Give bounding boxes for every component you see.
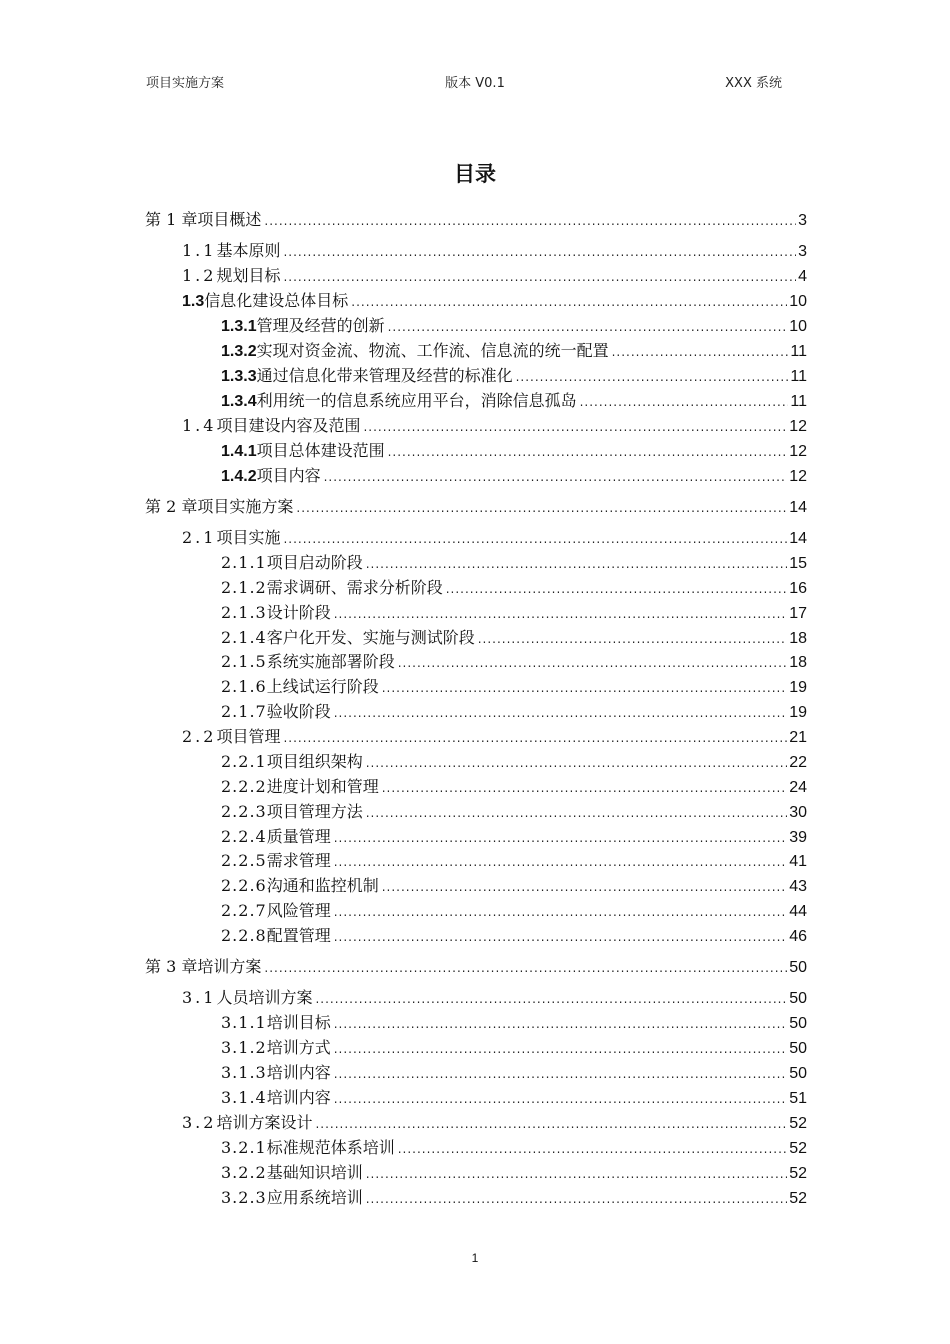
toc-leader-dots: [580, 392, 789, 412]
toc-leader-dots: [283, 267, 796, 287]
toc-entry-number: 3.2.3: [221, 1188, 267, 1207]
toc-entry-number: 第 1 章: [145, 210, 198, 229]
toc-entry-number: 3.1.2: [221, 1038, 267, 1057]
toc-entry-title: 通过信息化带来管理及经营的标准化: [256, 366, 513, 385]
toc-leader-dots: [334, 852, 787, 872]
toc-leader-dots: [334, 902, 787, 922]
toc-leader-dots: [334, 1014, 787, 1034]
toc-entry[interactable]: [221, 802, 807, 823]
toc-entry-page: 50: [789, 959, 807, 976]
toc-entry-page: 51: [789, 1090, 807, 1107]
toc-entry-number: 1.4.1: [221, 443, 257, 460]
toc-entry-page: 19: [789, 704, 807, 721]
toc-entry-number: 3.2: [182, 1113, 217, 1132]
toc-entry-title: 标准规范体系培训: [266, 1138, 395, 1157]
toc-entry[interactable]: [182, 291, 807, 312]
toc-entry[interactable]: [182, 1113, 807, 1134]
toc-leader-dots: [264, 211, 796, 231]
toc-entry-title: 项目管理: [216, 727, 281, 746]
toc-leader-dots: [315, 1114, 787, 1134]
header-version: 版本 V0.1: [445, 76, 505, 91]
toc-entry-page: 12: [789, 443, 807, 460]
toc-entry-title: 利用统一的信息系统应用平台，消除信息孤岛: [256, 391, 577, 410]
toc-entry-number: 2.2.8: [221, 926, 267, 945]
toc-entry-page: 43: [789, 878, 807, 895]
toc-entry[interactable]: [221, 578, 807, 599]
toc-leader-dots: [334, 1039, 787, 1059]
toc-entry-title: 项目建设内容及范围: [216, 416, 361, 435]
toc-entry-page: 11: [790, 393, 807, 410]
toc-entry-number: 1.2: [182, 266, 217, 285]
toc-entry-number: 1.3.2: [221, 343, 257, 360]
toc-leader-dots: [398, 1139, 787, 1159]
toc-entry-number: 3.1.4: [221, 1088, 267, 1107]
toc-entry-page: 52: [789, 1115, 807, 1132]
toc-entry-page: 18: [789, 630, 807, 647]
toc-entry-title: 系统实施部署阶段: [266, 652, 395, 671]
toc-leader-dots: [382, 877, 787, 897]
toc-entry-page: 14: [789, 530, 807, 547]
toc-entry-page: 12: [789, 468, 807, 485]
toc-entry-number: 3.1.1: [221, 1013, 267, 1032]
toc-entry-title: 项目实施: [216, 528, 281, 547]
toc-entry[interactable]: [221, 851, 807, 872]
toc-entry[interactable]: [182, 528, 807, 549]
toc-entry[interactable]: [221, 341, 807, 362]
toc-entry-title: 需求管理: [266, 851, 331, 870]
toc-entry[interactable]: [221, 876, 807, 897]
toc-entry-number: 2.1: [182, 528, 217, 547]
toc-entry-title: 培训目标: [266, 1013, 331, 1032]
toc-entry-page: 3: [798, 243, 807, 260]
toc-entry-title: 沟通和监控机制: [266, 876, 379, 895]
toc-entry-page: 21: [789, 729, 807, 746]
toc-leader-dots: [478, 629, 787, 649]
toc-entry-page: 22: [789, 754, 807, 771]
toc-entry-number: 2.2.7: [221, 901, 267, 920]
toc-entry-number: 1.3.1: [221, 318, 257, 335]
toc-entry-title: 培训方式: [266, 1038, 331, 1057]
toc-entry-title: 培训内容: [266, 1063, 331, 1082]
toc-entry-number: 2.2.1: [221, 752, 267, 771]
toc-entry-number: 2.2.2: [221, 777, 267, 796]
toc-entry-title: 人员培训方案: [216, 988, 313, 1007]
toc-leader-dots: [334, 1064, 787, 1084]
toc-entry[interactable]: [221, 366, 807, 387]
toc-entry-page: 10: [789, 293, 807, 310]
toc-entry[interactable]: [145, 957, 807, 978]
toc-entry[interactable]: [221, 901, 807, 922]
toc-entry-page: 17: [789, 605, 807, 622]
toc-leader-dots: [351, 292, 787, 312]
toc-entry-title: 设计阶段: [266, 603, 331, 622]
toc-leader-dots: [283, 728, 787, 748]
toc-entry-number: 1.3.3: [221, 368, 257, 385]
toc-entry[interactable]: [221, 553, 807, 574]
toc-leader-dots: [366, 554, 787, 574]
toc-entry[interactable]: [221, 603, 807, 624]
toc-entry[interactable]: [145, 210, 807, 231]
toc-entry[interactable]: [221, 316, 807, 337]
toc-leader-dots: [366, 803, 787, 823]
toc-entry[interactable]: [221, 1188, 807, 1209]
toc-entry-title: 质量管理: [266, 827, 331, 846]
toc-entry[interactable]: [221, 1013, 807, 1034]
toc-entry[interactable]: [221, 1063, 807, 1084]
toc-entry-page: 44: [789, 903, 807, 920]
toc-entry[interactable]: [221, 391, 807, 412]
toc-entry-page: 50: [789, 990, 807, 1007]
toc-leader-dots: [382, 678, 787, 698]
toc-leader-dots: [315, 989, 787, 1009]
toc-leader-dots: [296, 498, 787, 518]
toc-entry-page: 52: [789, 1165, 807, 1182]
toc-entry-page: 10: [789, 318, 807, 335]
toc-entry-number: 1.4: [182, 416, 217, 435]
toc-entry-title: 上线试运行阶段: [266, 677, 379, 696]
toc-entry-title: 风险管理: [266, 901, 331, 920]
toc-entry-title: 验收阶段: [266, 702, 331, 721]
toc-entry-title: 配置管理: [266, 926, 331, 945]
toc-entry-title: 培训内容: [266, 1088, 331, 1107]
toc-entry-number: 2.1.2: [221, 578, 267, 597]
toc-entry-number: 3.1.3: [221, 1063, 267, 1082]
toc-entry-number: 1.3: [182, 293, 205, 310]
toc-entry-number: 2.2.3: [221, 802, 267, 821]
toc-entry-title: 项目实施方案: [197, 497, 294, 516]
toc-entry[interactable]: [221, 1138, 807, 1159]
toc-entry-page: 52: [789, 1190, 807, 1207]
toc-leader-dots: [612, 342, 789, 362]
toc-entry-title: 基础知识培训: [266, 1163, 363, 1182]
toc-entry-number: 2.1.7: [221, 702, 267, 721]
toc-entry[interactable]: [182, 241, 807, 262]
toc-leader-dots: [334, 828, 787, 848]
toc-leader-dots: [382, 778, 787, 798]
toc-entry-number: 3.2.2: [221, 1163, 267, 1182]
toc-leader-dots: [366, 1189, 787, 1209]
toc-entry[interactable]: [221, 827, 807, 848]
toc-entry-title: 实现对资金流、物流、工作流、信息流的统一配置: [256, 341, 609, 360]
toc-entry-number: 2.1.3: [221, 603, 267, 622]
toc-entry-number: 1.3.4: [221, 393, 257, 410]
toc-entry[interactable]: [182, 988, 807, 1009]
toc-entry[interactable]: [182, 416, 807, 437]
toc-entry-page: 30: [789, 804, 807, 821]
toc-entry[interactable]: [221, 652, 807, 673]
toc-entry-number: 1.1: [182, 241, 217, 260]
toc-entry-page: 46: [789, 928, 807, 945]
toc-entry-title: 管理及经营的创新: [256, 316, 385, 335]
toc-leader-dots: [398, 653, 787, 673]
toc-entry-title: 进度计划和管理: [266, 777, 379, 796]
toc-entry-page: 19: [789, 679, 807, 696]
page-number: 1: [471, 1251, 479, 1265]
toc-entry-page: 24: [789, 779, 807, 796]
toc-entry-page: 4: [798, 268, 807, 285]
toc-entry-page: 11: [790, 368, 807, 385]
toc-entry-number: 2.1.5: [221, 652, 267, 671]
toc-entry-number: 第 2 章: [145, 497, 198, 516]
header-document-title: 项目实施方案: [146, 76, 225, 91]
toc-entry-page: 12: [789, 418, 807, 435]
toc-entry-page: 52: [789, 1140, 807, 1157]
toc-entry-number: 2.1.4: [221, 628, 267, 647]
toc-entry-page: 50: [789, 1065, 807, 1082]
header-system-name: XXX 系统: [725, 76, 782, 91]
toc-leader-dots: [264, 958, 787, 978]
toc-leader-dots: [446, 579, 787, 599]
toc-leader-dots: [516, 367, 789, 387]
toc-leader-dots: [388, 442, 788, 462]
toc-leader-dots: [324, 467, 788, 487]
toc-entry-page: 50: [789, 1015, 807, 1032]
toc-entry-title: 基本原则: [216, 241, 281, 260]
toc-leader-dots: [366, 1164, 787, 1184]
toc-entry[interactable]: [145, 497, 807, 518]
toc-entry[interactable]: [182, 727, 807, 748]
toc-entry[interactable]: [221, 441, 807, 462]
toc-entry-number: 3.1: [182, 988, 217, 1007]
toc-entry-page: 39: [789, 829, 807, 846]
toc-entry-number: 2.2: [182, 727, 217, 746]
toc-entry-title: 项目组织架构: [266, 752, 363, 771]
toc-leader-dots: [334, 703, 787, 723]
toc-entry[interactable]: [221, 926, 807, 947]
toc-entry-page: 18: [789, 654, 807, 671]
toc-leader-dots: [334, 927, 787, 947]
toc-leader-dots: [388, 317, 788, 337]
toc-entry-page: 15: [789, 555, 807, 572]
toc-entry-page: 3: [798, 212, 807, 229]
toc-entry-title: 项目管理方法: [266, 802, 363, 821]
toc-leader-dots: [283, 529, 787, 549]
toc-entry-page: 50: [789, 1040, 807, 1057]
toc-entry-number: 3.2.1: [221, 1138, 267, 1157]
toc-entry[interactable]: [221, 777, 807, 798]
toc-entry-number: 2.2.4: [221, 827, 267, 846]
toc-entry-title: 项目总体建设范围: [256, 441, 385, 460]
toc-entry[interactable]: [221, 677, 807, 698]
toc-entry-title: 项目概述: [197, 210, 262, 229]
toc-entry-title: 需求调研、需求分析阶段: [266, 578, 443, 597]
toc-entry[interactable]: [221, 702, 807, 723]
toc-entry-title: 项目启动阶段: [266, 553, 363, 572]
toc-entry-page: 16: [789, 580, 807, 597]
toc-entry[interactable]: [221, 466, 807, 487]
toc-entry-number: 第 3 章: [145, 957, 198, 976]
toc-entry-title: 信息化建设总体目标: [204, 291, 349, 310]
toc-entry-title: 培训方案: [197, 957, 262, 976]
toc-leader-dots: [334, 1089, 787, 1109]
toc-entry[interactable]: [182, 266, 807, 287]
toc-entry[interactable]: [221, 752, 807, 773]
toc-entry-page: 41: [789, 853, 807, 870]
toc-leader-dots: [363, 417, 787, 437]
toc-entry-number: 2.2.6: [221, 876, 267, 895]
toc-title: 目录: [454, 162, 496, 186]
toc-entry[interactable]: [221, 628, 807, 649]
toc-entry-number: 2.1.1: [221, 553, 267, 572]
toc-entry[interactable]: [221, 1038, 807, 1059]
toc-entry-page: 11: [790, 343, 807, 360]
toc-entry[interactable]: [221, 1163, 807, 1184]
toc-entry[interactable]: [221, 1088, 807, 1109]
toc-entry-number: 2.1.6: [221, 677, 267, 696]
toc-entry-number: 1.4.2: [221, 468, 257, 485]
toc-entry-title: 客户化开发、实施与测试阶段: [266, 628, 475, 647]
toc-leader-dots: [334, 604, 787, 624]
toc-entry-title: 培训方案设计: [216, 1113, 313, 1132]
toc-entry-title: 应用系统培训: [266, 1188, 363, 1207]
toc-entry-title: 项目内容: [256, 466, 321, 485]
toc-leader-dots: [366, 753, 787, 773]
toc-leader-dots: [283, 242, 796, 262]
toc-entry-number: 2.2.5: [221, 851, 267, 870]
toc-entry-page: 14: [789, 499, 807, 516]
toc-entry-title: 规划目标: [216, 266, 281, 285]
